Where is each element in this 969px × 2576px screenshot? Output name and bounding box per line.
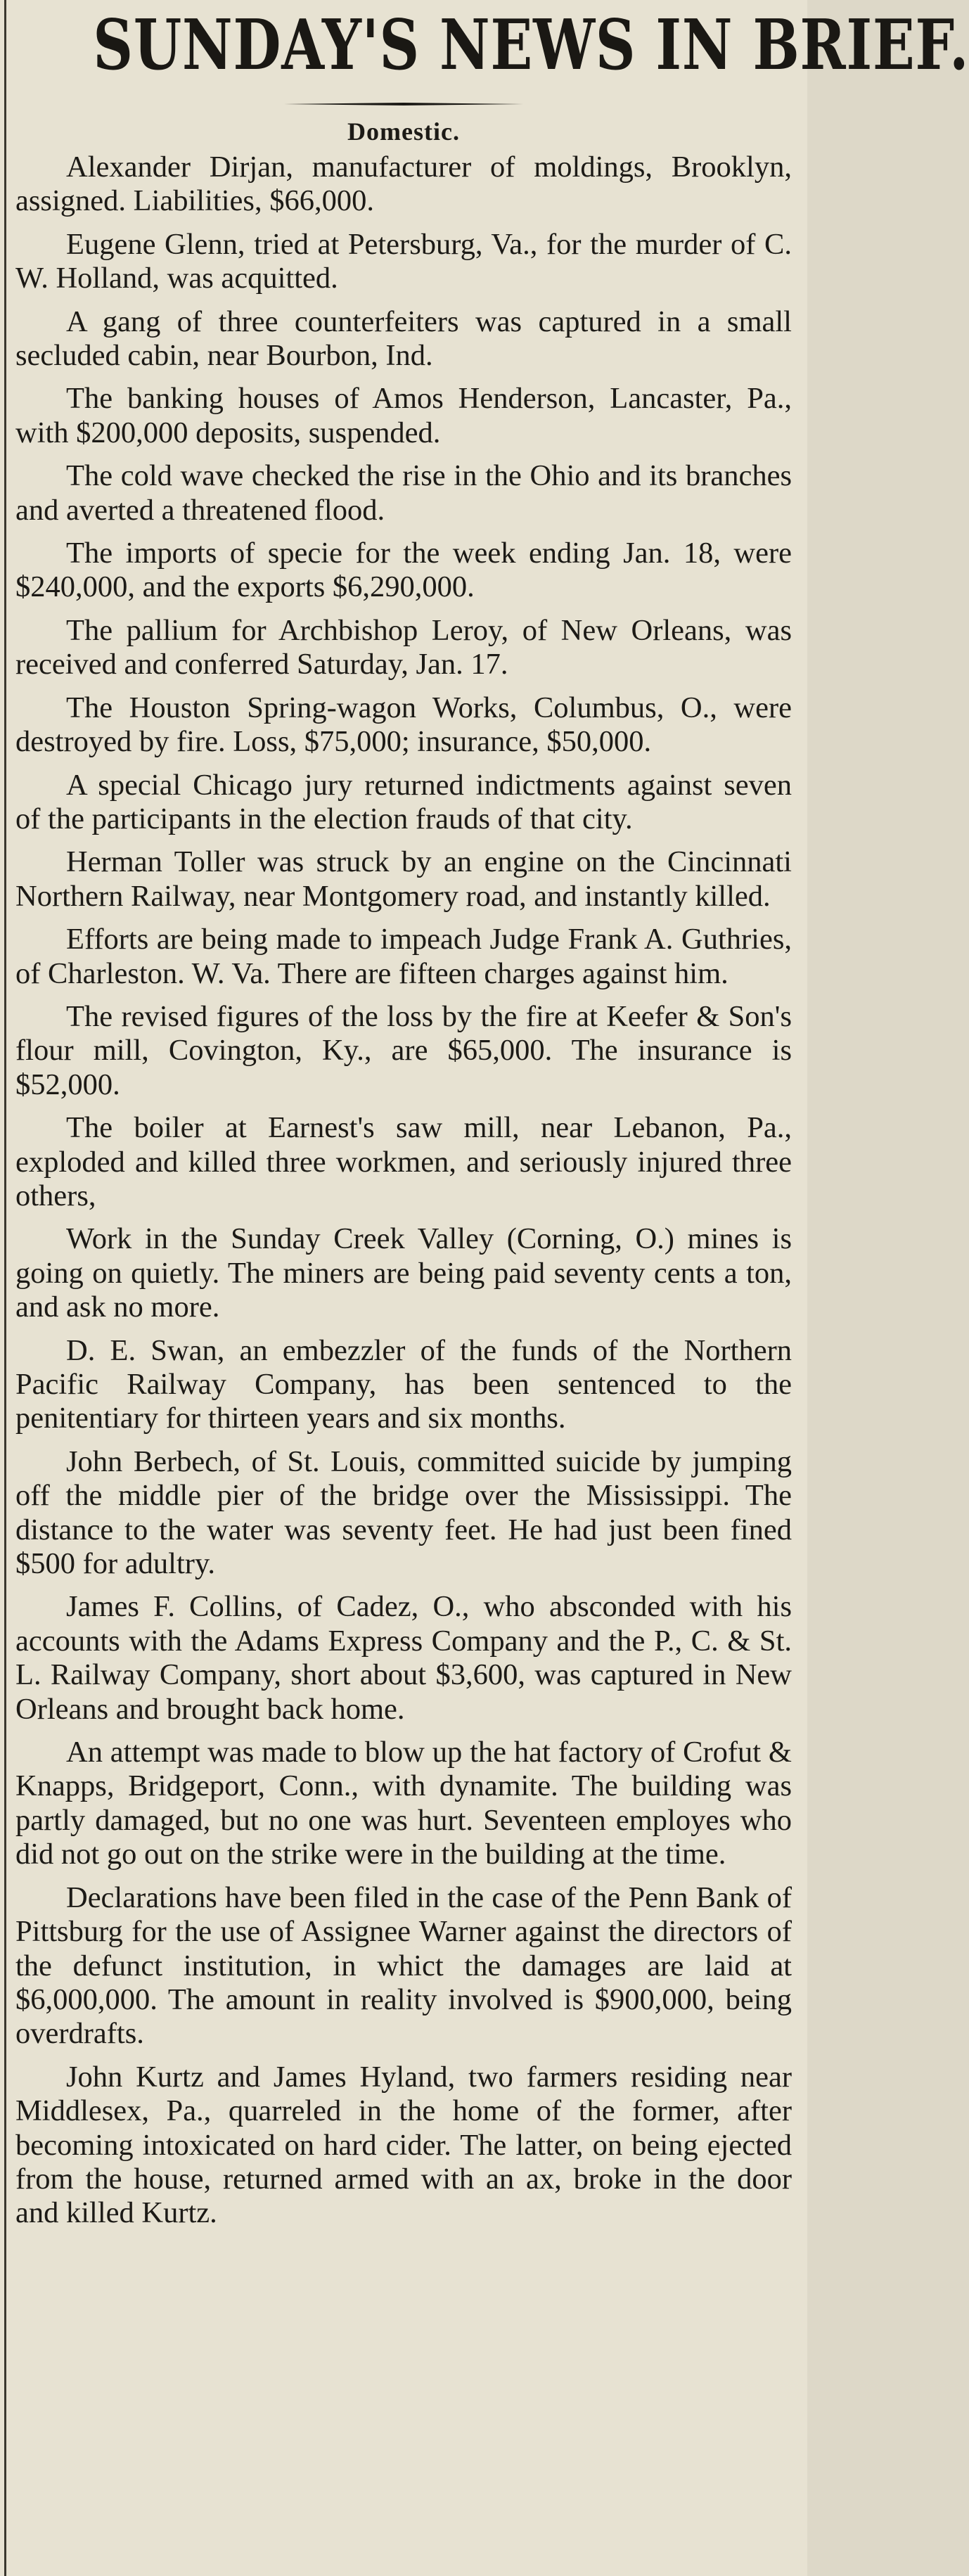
news-item: The Houston Spring-wagon Works, Columbus, O., were destroyed by fire. Loss, $75,000; insurance, $50,000. bbox=[15, 691, 792, 759]
news-item: Alexander Dirjan, manufacturer of moldings, Brooklyn, assigned. Liabilities, $66,000. bbox=[15, 150, 792, 218]
news-item: John Berbech, of St. Louis, committed suicide by jumping off the middle pier of the bridge over the Mississippi. The distance to the water was seventy feet. He had just been fined $500 for adultry. bbox=[15, 1444, 792, 1581]
news-item: The revised figures of the loss by the fire at Keefer & Son's flour mill, Covington, Ky., are $65,000. The insurance is $52,000. bbox=[15, 999, 792, 1101]
news-item-list bbox=[15, 150, 792, 2231]
news-item: The pallium for Archbishop Leroy, of New Orleans, was received and conferred Saturday, Jan. 17. bbox=[15, 613, 792, 681]
news-item: Efforts are being made to impeach Judge Frank A. Guthries, of Charleston. W. Va. There are fifteen charges against him. bbox=[15, 923, 792, 990]
divider-bar bbox=[284, 103, 523, 105]
news-item: James F. Collins, of Cadez, O., who absconded with his accounts with the Adams Express Company and the P., C. & St. L. Railway Company, short about $3,600, was captured in New Orleans and brought back home. bbox=[15, 1590, 792, 1726]
news-item: The banking houses of Amos Henderson, Lancaster, Pa., with $200,000 deposits, suspended. bbox=[15, 382, 792, 449]
news-item: An attempt was made to blow up the hat factory of Crofut & Knapps, Bridgeport, Conn., with dynamite. The building was partly damaged, but no one was hurt. Seventeen employes who did not go out on the strike were in the building at the time. bbox=[15, 1736, 792, 1871]
masthead-title: SUNDAY'S NEWS IN BRIEF. bbox=[93, 5, 969, 86]
column-rule bbox=[4, 0, 6, 2576]
news-item: A special Chicago jury returned indictments against seven of the participants in the election frauds of that city. bbox=[15, 768, 792, 835]
ornamental-divider bbox=[284, 98, 523, 110]
news-item: The boiler at Earnest's saw mill, near Lebanon, Pa., exploded and killed three workmen, and seriously injured three others, bbox=[15, 1111, 792, 1212]
news-item: D. E. Swan, an embezzler of the funds of the Northern Pacific Railway Company, has been sentenced to the penitentiary for thirteen years and six months. bbox=[15, 1333, 792, 1435]
news-item: The imports of specie for the week ending Jan. 18, were $240,000, and the exports $6,290,000. bbox=[15, 537, 792, 604]
news-item: The cold wave checked the rise in the Ohio and its branches and averted a threatened flood. bbox=[15, 459, 792, 527]
section-heading: Domestic. bbox=[347, 117, 460, 146]
news-item: Declarations have been filed in the case of the Penn Bank of Pittsburg for the use of Assignee Warner against the directors of the defunct institution, in whict the damages are laid at $6,000,000. The amount in reality involved is $900,000, being overdrafts. bbox=[15, 1880, 792, 2051]
news-item: Work in the Sunday Creek Valley (Corning, O.) mines is going on quietly. The miners are being paid seventy cents a ton, and ask no more. bbox=[15, 1222, 792, 1324]
news-item: John Kurtz and James Hyland, two farmers residing near Middlesex, Pa., quarreled in the home of the former, after becoming intoxicated on hard cider. The latter, on being ejected from the house, returned armed with an ax, broke in the door and killed Kurtz. bbox=[15, 2060, 792, 2230]
news-item: Eugene Glenn, tried at Petersburg, Va., for the murder of C. W. Holland, was acquitted. bbox=[15, 227, 792, 295]
news-item: Herman Toller was struck by an engine on the Cincinnati Northern Railway, near Montgomery road, and instantly killed. bbox=[15, 845, 792, 913]
news-item: A gang of three counterfeiters was captured in a small secluded cabin, near Bourbon, Ind. bbox=[15, 305, 792, 373]
